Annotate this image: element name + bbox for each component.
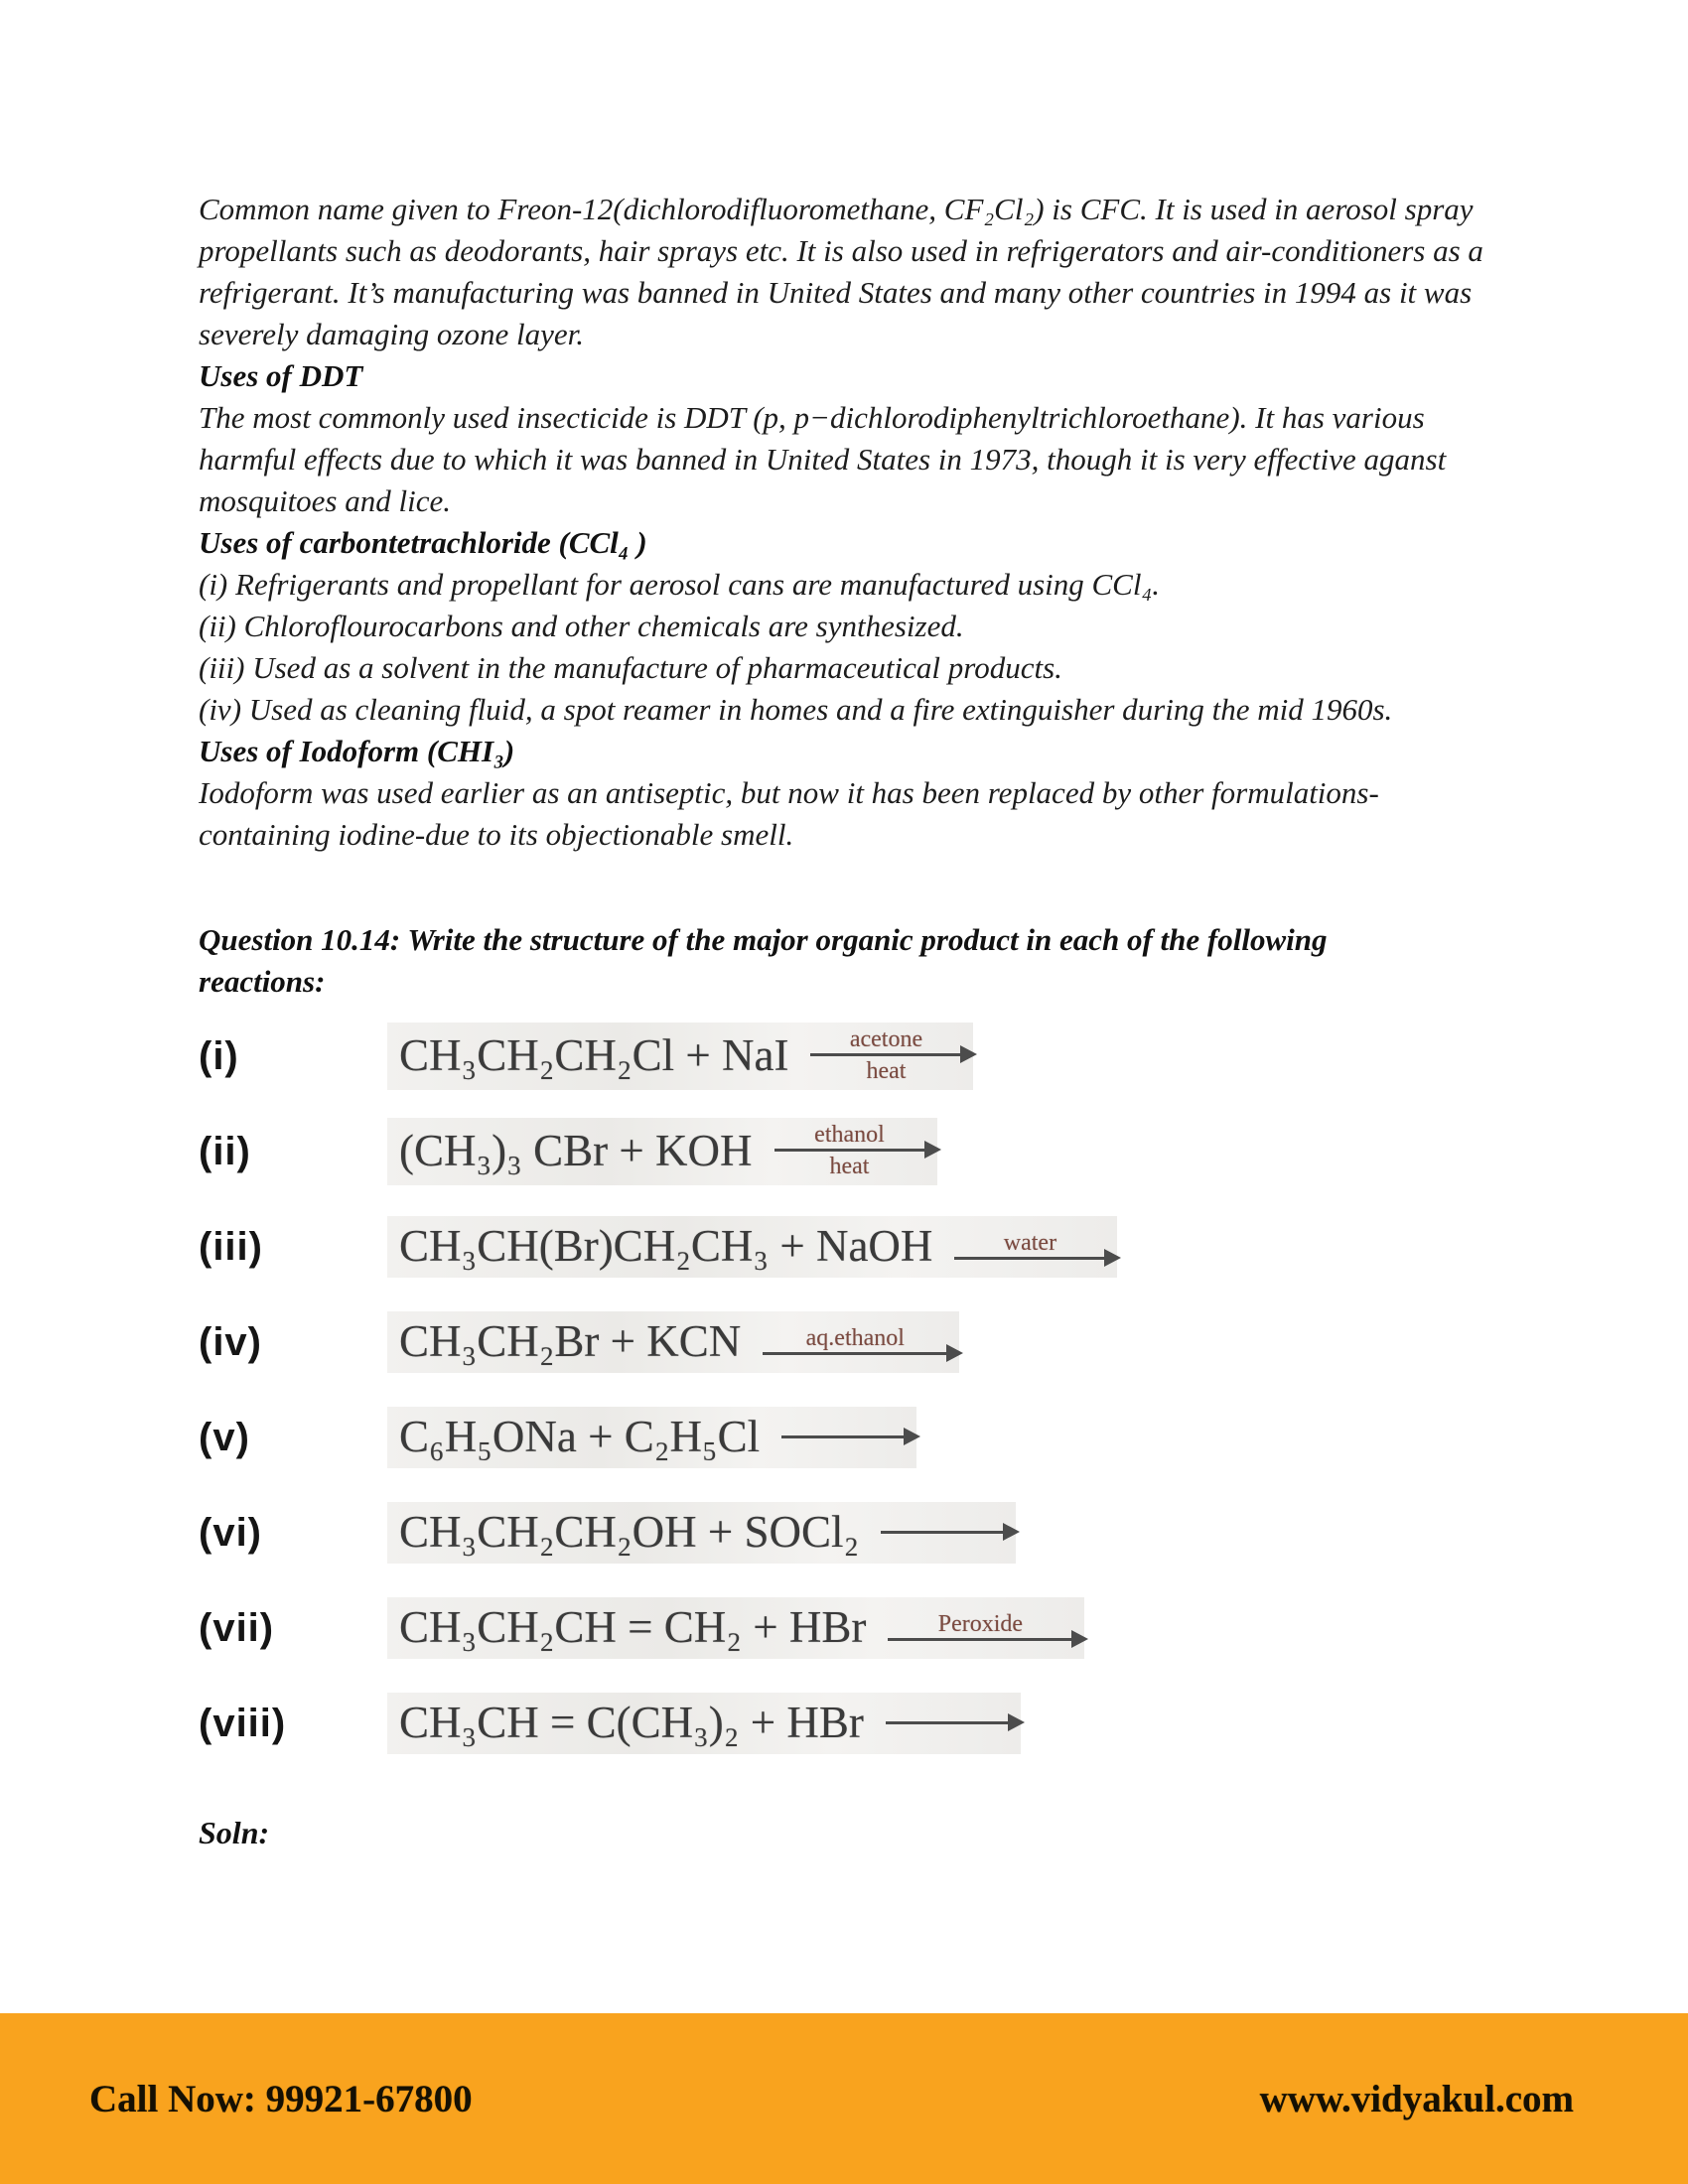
reaction-arrow xyxy=(763,1325,947,1357)
arrow-condition-top: aq.ethanol xyxy=(805,1325,905,1351)
arrow-condition-top: acetone xyxy=(849,1026,923,1052)
reaction-formula: CH₃CH₂CH₂OH + SOCl₂ xyxy=(399,1507,860,1557)
reaction-arrow xyxy=(881,1531,1004,1534)
section-heading-iodoform: Uses of Iodoform (CHI₃) xyxy=(199,734,515,768)
reaction-label: (iv) xyxy=(199,1319,262,1364)
reaction-arrow xyxy=(954,1230,1105,1262)
reaction-row-vii xyxy=(199,1580,1509,1676)
reaction-label: (iii) xyxy=(199,1224,263,1269)
arrow-shaft xyxy=(763,1352,947,1355)
arrow-shaft xyxy=(954,1257,1105,1260)
reaction-formula: (CH₃)₃ CBr + KOH xyxy=(399,1126,753,1175)
reaction-formula: CH₃CH(Br)CH₂CH₃ + NaOH xyxy=(399,1221,933,1271)
reaction-label: (v) xyxy=(199,1415,250,1459)
arrow-shaft xyxy=(888,1638,1072,1641)
ccl4-use-item-4: (iv) Used as cleaning fluid, a spot reamer in homes and a fire extinguisher during the mid 1960s. xyxy=(199,692,1393,727)
section-heading-ddt: Uses of DDT xyxy=(199,358,363,393)
reaction-arrow xyxy=(888,1611,1072,1643)
arrow-condition-top: ethanol xyxy=(814,1122,885,1148)
reaction-equation xyxy=(387,1693,1021,1754)
reaction-label: (ii) xyxy=(199,1129,251,1173)
arrow-shaft xyxy=(774,1149,925,1152)
reaction-row-vi xyxy=(199,1485,1509,1580)
ccl4-use-item-2: (ii) Chloroflourocarbons and other chemicals are synthesized. xyxy=(199,609,964,643)
section-paragraph-ddt: The most commonly used insecticide is DDT (p, p−dichlorodiphenyltrichloroethane). It has various harmful effects due to which it was banned in United States in 1973, though it is very effective aganst mosquitoes and lice. xyxy=(199,400,1447,518)
reaction-row-iii xyxy=(199,1199,1509,1295)
reaction-row-ii xyxy=(199,1104,1509,1199)
footer-call-number: Call Now: 99921-67800 xyxy=(89,2077,473,2120)
reaction-formula: CH₃CH₂CH = CH₂ + HBr xyxy=(399,1602,867,1652)
reaction-equation xyxy=(387,1216,1117,1278)
arrow-condition-bottom: heat xyxy=(829,1154,870,1179)
reaction-list xyxy=(199,1009,1509,1771)
reaction-formula: C₆H₅ONa + C₂H₅Cl xyxy=(399,1412,761,1461)
reaction-arrow xyxy=(781,1435,905,1438)
reaction-equation xyxy=(387,1118,937,1185)
ccl4-use-item-1: (i) Refrigerants and propellant for aerosol cans are manufactured using CCl₄. xyxy=(199,567,1160,602)
section-paragraph-iodoform: Iodoform was used earlier as an antiseptic, but now it has been replaced by other formulations-containing iodine-due to its objectionable smell. xyxy=(199,775,1379,852)
footer-bar xyxy=(0,2013,1688,2184)
reaction-label: (vi) xyxy=(199,1510,262,1555)
arrow-condition-bottom: heat xyxy=(866,1058,907,1084)
reaction-equation xyxy=(387,1502,1016,1564)
arrow-condition-top: water xyxy=(1003,1230,1057,1256)
arrow-shaft xyxy=(810,1053,961,1056)
arrow-condition-top: Peroxide xyxy=(937,1611,1024,1637)
section-heading-ccl4: Uses of carbontetrachloride (CCl₄ ) xyxy=(199,525,647,560)
reaction-arrow xyxy=(886,1721,1009,1724)
reaction-row-v xyxy=(199,1390,1509,1485)
question-title: Question 10.14: Write the structure of the major organic product in each of the following reactions: xyxy=(199,922,1328,999)
arrow-shaft xyxy=(886,1721,1009,1724)
reaction-equation xyxy=(387,1311,959,1373)
reaction-formula: CH₃CH₂Br + KCN xyxy=(399,1316,742,1366)
reaction-row-viii xyxy=(199,1676,1509,1771)
reaction-row-iv xyxy=(199,1295,1509,1390)
reaction-formula: CH₃CH₂CH₂Cl + NaI xyxy=(399,1030,789,1080)
reaction-row-i xyxy=(199,1009,1509,1104)
reaction-formula: CH₃CH = C(CH₃)₂ + HBr xyxy=(399,1698,864,1747)
footer-website: www.vidyakul.com xyxy=(1259,2077,1574,2120)
reaction-arrow xyxy=(810,1026,961,1084)
arrow-shaft xyxy=(781,1435,905,1438)
arrow-shaft xyxy=(881,1531,1004,1534)
ccl4-use-item-3: (iii) Used as a solvent in the manufacture of pharmaceutical products. xyxy=(199,650,1062,685)
reaction-label: (i) xyxy=(199,1033,239,1078)
reaction-label: (viii) xyxy=(199,1701,287,1745)
reaction-equation xyxy=(387,1023,973,1090)
intro-paragraph: Common name given to Freon-12(dichlorodifluoromethane, CF₂Cl₂) is CFC. It is used in aerosol spray propellants such as deodorants, hair sprays etc. It is also used in refrigerators and air-conditioners as a refrigerant. It’s manufacturing was banned in United States and many other countries in 1994 as it was severely damaging ozone layer. xyxy=(199,192,1483,351)
page-content xyxy=(199,189,1509,1851)
study-notes xyxy=(199,189,1509,856)
reaction-label: (vii) xyxy=(199,1605,275,1650)
solution-label: Soln: xyxy=(199,1815,270,1850)
reaction-equation xyxy=(387,1407,916,1468)
reaction-equation xyxy=(387,1597,1084,1659)
reaction-arrow xyxy=(774,1122,925,1179)
